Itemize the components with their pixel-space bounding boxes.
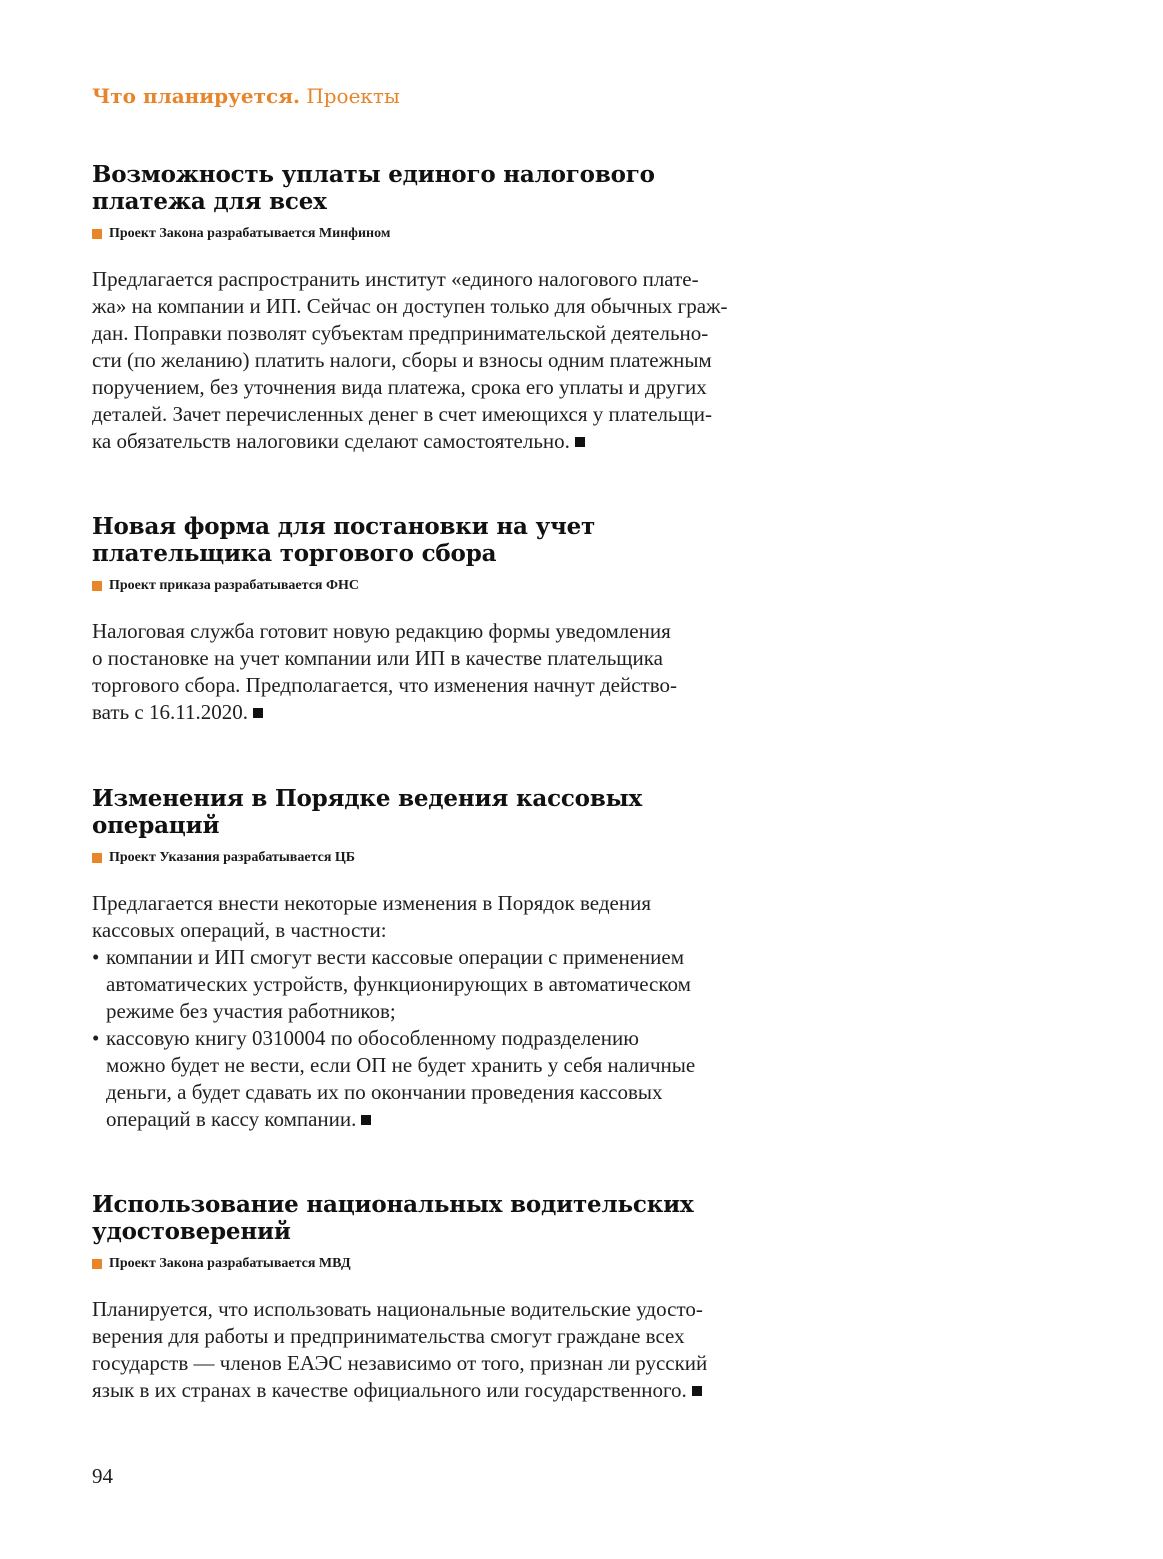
orange-square-icon [92,229,102,239]
orange-square-icon [92,853,102,863]
article-driver-licenses [92,1191,782,1404]
article-body [92,266,782,455]
title-line: Новая форма для постановки на учет [92,513,596,540]
orange-square-icon [92,1259,102,1269]
body-line: жа» на компании и ИП. Сейчас он доступен только для обычных граж- [92,294,728,318]
article-title [92,1191,782,1245]
body-line-text: вать с 16.11.2020. [92,700,248,724]
title-line: платежа для всех [92,188,327,215]
end-mark-icon [361,1115,371,1125]
body-line: Предлагается внести некоторые изменения в Порядок ведения [92,891,651,915]
end-mark-icon [253,708,263,718]
title-line: плательщика торгового сбора [92,540,497,567]
body-line: Предлагается распространить институт «единого налогового плате- [92,267,699,291]
body-line: торгового сбора. Предполагается, что изменения начнут действо- [92,673,677,697]
project-status-tag [92,225,782,243]
bullet-icon: • [92,945,100,969]
bullet-line [92,1025,782,1052]
body-line: поручением, без уточнения вида платежа, срока его уплаты и других [92,375,707,399]
bullet-line: деньги, а будет сдавать их по окончании проведения кассовых [106,1080,663,1104]
bullet-text: операций в кассу компании. [106,1107,357,1131]
bullet-line [92,944,782,971]
end-mark-icon [575,437,585,447]
body-line-last [92,1377,782,1404]
body-line: дан. Поправки позволят субъектам предпринимательской деятельно- [92,321,709,345]
bullet-item [92,1025,782,1133]
bullet-line: автоматических устройств, функционирующих в автоматическом [106,972,691,996]
bullet-line: режиме без участия работников; [106,999,396,1023]
article-title [92,513,782,567]
header-section: Что планируется. [92,84,300,108]
bullet-line-last [92,1106,782,1133]
body-line: о постановке на учет компании или ИП в качестве плательщика [92,646,663,670]
project-status-label: Проект Закона разрабатывается Минфином [109,226,391,241]
orange-square-icon [92,581,102,591]
bullet-text: кассовую книгу 0310004 по обособленному подразделению [106,1026,639,1050]
title-line: операций [92,812,220,839]
article-body [92,890,782,1133]
body-line-text: язык в их странах в качестве официального или государственного. [92,1378,687,1402]
bullet-item [92,944,782,1025]
article-title [92,785,782,839]
end-mark-icon [692,1386,702,1396]
title-line: удостоверений [92,1218,291,1245]
body-line: кассовых операций, в частности: [92,918,387,942]
article-unified-tax-payment [92,161,782,455]
header-subsection: Проекты [306,84,400,108]
body-line: сти (по желанию) платить налоги, сборы и взносы одним платежным [92,348,712,372]
article-body [92,1296,782,1404]
project-status-label: Проект Закона разрабатывается МВД [109,1256,351,1271]
title-line: Возможность уплаты единого налогового [92,161,655,188]
article-cash-operations [92,785,782,1133]
page-header [92,82,400,110]
project-status-tag [92,1255,782,1273]
bullet-icon: • [92,1026,100,1050]
article-title [92,161,782,215]
body-line-text: ка обязательств налоговики сделают самостоятельно. [92,429,570,453]
title-line: Изменения в Порядке ведения кассовых [92,785,642,812]
project-status-tag [92,577,782,595]
body-line-last [92,699,782,726]
project-status-label: Проект приказа разрабатывается ФНС [109,578,360,593]
article-body [92,618,782,726]
body-line: Налоговая служба готовит новую редакцию формы уведомления [92,619,671,643]
body-line-last [92,428,782,455]
body-line: Планируется, что использовать национальные водительские удосто- [92,1297,703,1321]
bullet-text: компании и ИП смогут вести кассовые операции с применением [106,945,684,969]
project-status-label: Проект Указания разрабатывается ЦБ [109,850,356,865]
page-number: 94 [92,1464,113,1488]
project-status-tag [92,849,782,867]
bullet-line: можно будет не вести, если ОП не будет хранить у себя наличные [106,1053,696,1077]
article-trade-fee-form [92,513,782,726]
body-line: деталей. Зачет перечисленных денег в счет имеющихся у плательщи- [92,402,712,426]
body-line: верения для работы и предпринимательства смогут граждане всех [92,1324,685,1348]
title-line: Использование национальных водительских [92,1191,694,1218]
body-line: государств — членов ЕАЭС независимо от того, признан ли русский [92,1351,708,1375]
